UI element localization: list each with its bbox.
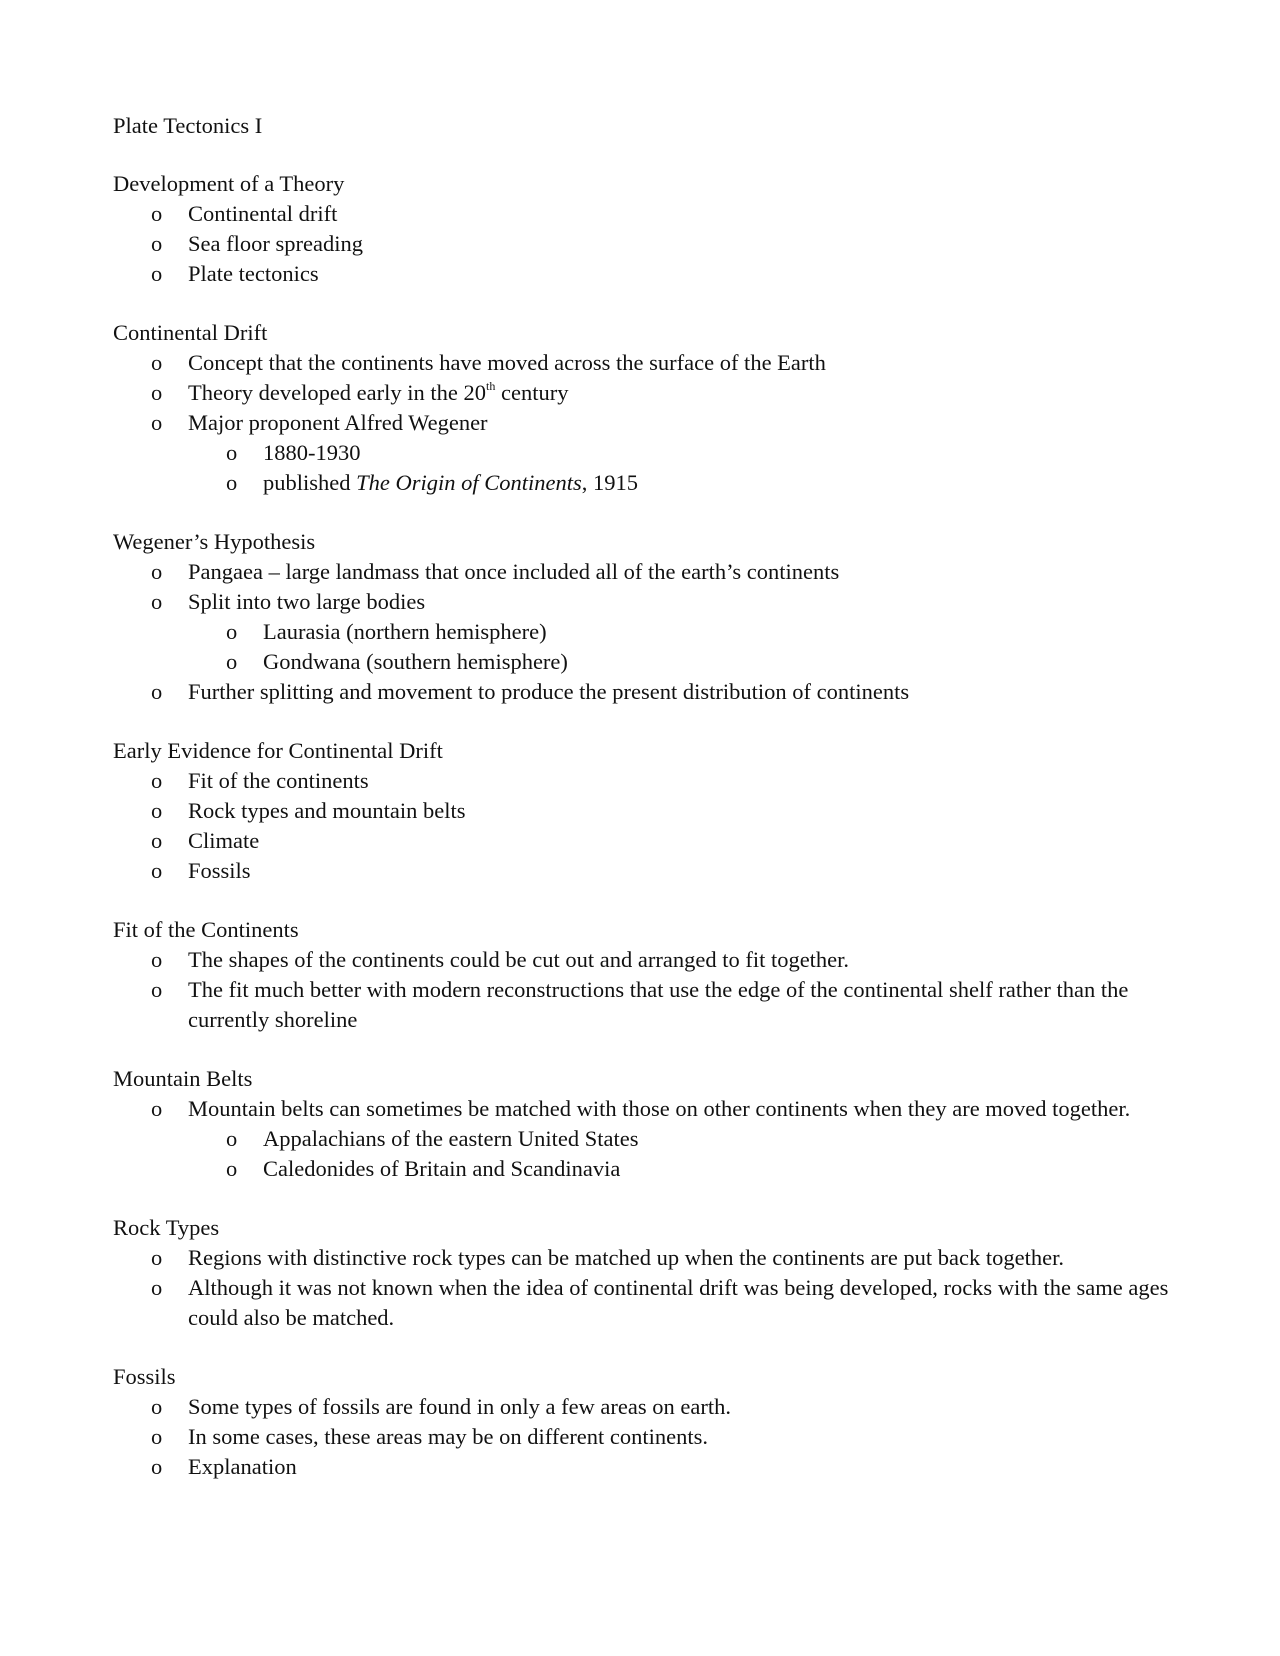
document-title: Plate Tectonics I xyxy=(113,113,263,138)
section-heading: Mountain Belts xyxy=(113,1066,253,1091)
list-item xyxy=(113,1273,1173,1333)
sub-list-item xyxy=(188,438,1173,468)
section-development xyxy=(113,169,1173,289)
bullet-icon: o xyxy=(151,798,163,823)
list-item xyxy=(113,826,1173,856)
list-item-text: Fossils xyxy=(188,858,251,883)
list-item-text: 1880-1930 xyxy=(263,440,361,465)
section-fit-of-continents xyxy=(113,915,1173,1035)
list-item xyxy=(113,677,1173,707)
list-item-text: Caledonides of Britain and Scandinavia xyxy=(263,1156,621,1181)
section-early-evidence xyxy=(113,736,1173,886)
bullet-list xyxy=(113,677,1173,707)
list-item-text: Some types of fossils are found in only a few areas on earth. xyxy=(188,1394,731,1419)
bullet-icon: o xyxy=(151,231,163,256)
bullet-icon: o xyxy=(226,649,238,674)
list-item-text xyxy=(188,380,568,405)
list-item-text: Rock types and mountain belts xyxy=(188,798,466,823)
section-heading: Development of a Theory xyxy=(113,171,345,196)
bullet-icon: o xyxy=(151,261,163,286)
bullet-list xyxy=(113,1392,1173,1482)
list-item xyxy=(113,348,1173,378)
list-item-text: Pangaea – large landmass that once included all of the earth’s continents xyxy=(188,559,840,584)
list-item xyxy=(113,1243,1173,1273)
list-item xyxy=(113,796,1173,826)
list-item-text: Sea floor spreading xyxy=(188,231,363,256)
list-item xyxy=(113,199,1173,229)
list-item xyxy=(113,1392,1173,1422)
bullet-list xyxy=(113,945,1173,1035)
section-heading: Fossils xyxy=(113,1364,176,1389)
list-item xyxy=(113,229,1173,259)
list-item-text: Gondwana (southern hemisphere) xyxy=(263,649,568,674)
bullet-icon: o xyxy=(151,201,163,226)
section-heading: Fit of the Continents xyxy=(113,917,299,942)
list-item-text: Plate tectonics xyxy=(188,261,319,286)
bullet-icon: o xyxy=(151,1394,163,1419)
superscript: th xyxy=(486,379,496,393)
bullet-list xyxy=(113,1094,1173,1124)
section-rock-types xyxy=(113,1213,1173,1333)
list-item xyxy=(113,408,1173,438)
list-item-text: Laurasia (northern hemisphere) xyxy=(263,619,547,644)
list-item xyxy=(113,1422,1173,1452)
bullet-icon: o xyxy=(151,679,163,704)
sub-list-item xyxy=(188,1154,1173,1184)
bullet-icon: o xyxy=(151,1245,163,1270)
list-item xyxy=(113,259,1173,289)
bullet-list xyxy=(113,766,1173,886)
bullet-list xyxy=(113,199,1173,289)
list-item-text xyxy=(263,470,638,495)
section-continental-drift xyxy=(113,318,1173,498)
bullet-icon: o xyxy=(226,619,238,644)
sub-bullet-list xyxy=(113,438,1173,498)
list-item xyxy=(113,766,1173,796)
list-item-text: In some cases, these areas may be on different continents. xyxy=(188,1424,709,1449)
bullet-icon: o xyxy=(151,410,163,435)
bullet-icon: o xyxy=(151,947,163,972)
list-item-text: Explanation xyxy=(188,1454,297,1479)
list-item-text: The fit much better with modern reconstructions that use the edge of the continental shelf rather than the currently shoreline xyxy=(188,977,1129,1032)
sub-bullet-list xyxy=(113,617,1173,677)
list-item-text: Climate xyxy=(188,828,260,853)
list-item xyxy=(113,587,1173,617)
list-item xyxy=(113,378,1173,408)
text-run: , 1915 xyxy=(581,470,639,495)
sub-list-item xyxy=(188,468,1173,498)
bullet-icon: o xyxy=(151,1275,163,1300)
sub-bullet-list xyxy=(113,1124,1173,1184)
section-heading: Rock Types xyxy=(113,1215,220,1240)
list-item xyxy=(113,557,1173,587)
bullet-icon: o xyxy=(151,977,163,1002)
list-item xyxy=(113,975,1173,1035)
text-run: published xyxy=(263,470,357,495)
list-item-text: Fit of the continents xyxy=(188,768,369,793)
document-body xyxy=(113,111,1173,1511)
bullet-icon: o xyxy=(151,1424,163,1449)
bullet-icon: o xyxy=(151,1096,163,1121)
bullet-icon: o xyxy=(151,350,163,375)
book-title: The Origin of Continents xyxy=(356,470,582,495)
bullet-icon: o xyxy=(151,828,163,853)
list-item-text: Regions with distinctive rock types can be matched up when the continents are put back together. xyxy=(188,1245,1065,1270)
bullet-icon: o xyxy=(226,470,238,495)
list-item xyxy=(113,945,1173,975)
list-item-text: Although it was not known when the idea of continental drift was being developed, rocks with the same ages could also be matched. xyxy=(188,1275,1169,1330)
bullet-icon: o xyxy=(151,858,163,883)
section-heading: Early Evidence for Continental Drift xyxy=(113,738,443,763)
section-heading: Continental Drift xyxy=(113,320,268,345)
list-item-text: Major proponent Alfred Wegener xyxy=(188,410,488,435)
list-item-text: Further splitting and movement to produce the present distribution of continents xyxy=(188,679,910,704)
bullet-icon: o xyxy=(226,1126,238,1151)
sub-list-item xyxy=(188,617,1173,647)
bullet-icon: o xyxy=(151,1454,163,1479)
list-item xyxy=(113,1452,1173,1482)
bullet-icon: o xyxy=(226,440,238,465)
text-run: Theory developed early in the 20 xyxy=(188,380,487,405)
list-item-text: The shapes of the continents could be cut out and arranged to fit together. xyxy=(188,947,850,972)
list-item-text: Mountain belts can sometimes be matched with those on other continents when they are moved together. xyxy=(188,1096,1131,1121)
bullet-icon: o xyxy=(151,589,163,614)
section-heading: Wegener’s Hypothesis xyxy=(113,529,316,554)
bullet-icon: o xyxy=(151,380,163,405)
list-item-text: Continental drift xyxy=(188,201,338,226)
section-wegener-hypothesis xyxy=(113,527,1173,707)
bullet-icon: o xyxy=(151,559,163,584)
list-item-text: Appalachians of the eastern United States xyxy=(263,1126,639,1151)
bullet-list xyxy=(113,1243,1173,1333)
bullet-icon: o xyxy=(226,1156,238,1181)
section-mountain-belts xyxy=(113,1064,1173,1184)
section-fossils xyxy=(113,1362,1173,1482)
sub-list-item xyxy=(188,1124,1173,1154)
bullet-icon: o xyxy=(151,768,163,793)
list-item-text: Split into two large bodies xyxy=(188,589,426,614)
bullet-list xyxy=(113,557,1173,617)
list-item-text: Concept that the continents have moved across the surface of the Earth xyxy=(188,350,826,375)
list-item xyxy=(113,856,1173,886)
bullet-list xyxy=(113,348,1173,438)
text-run: century xyxy=(495,380,569,405)
sub-list-item xyxy=(188,647,1173,677)
list-item xyxy=(113,1094,1173,1124)
